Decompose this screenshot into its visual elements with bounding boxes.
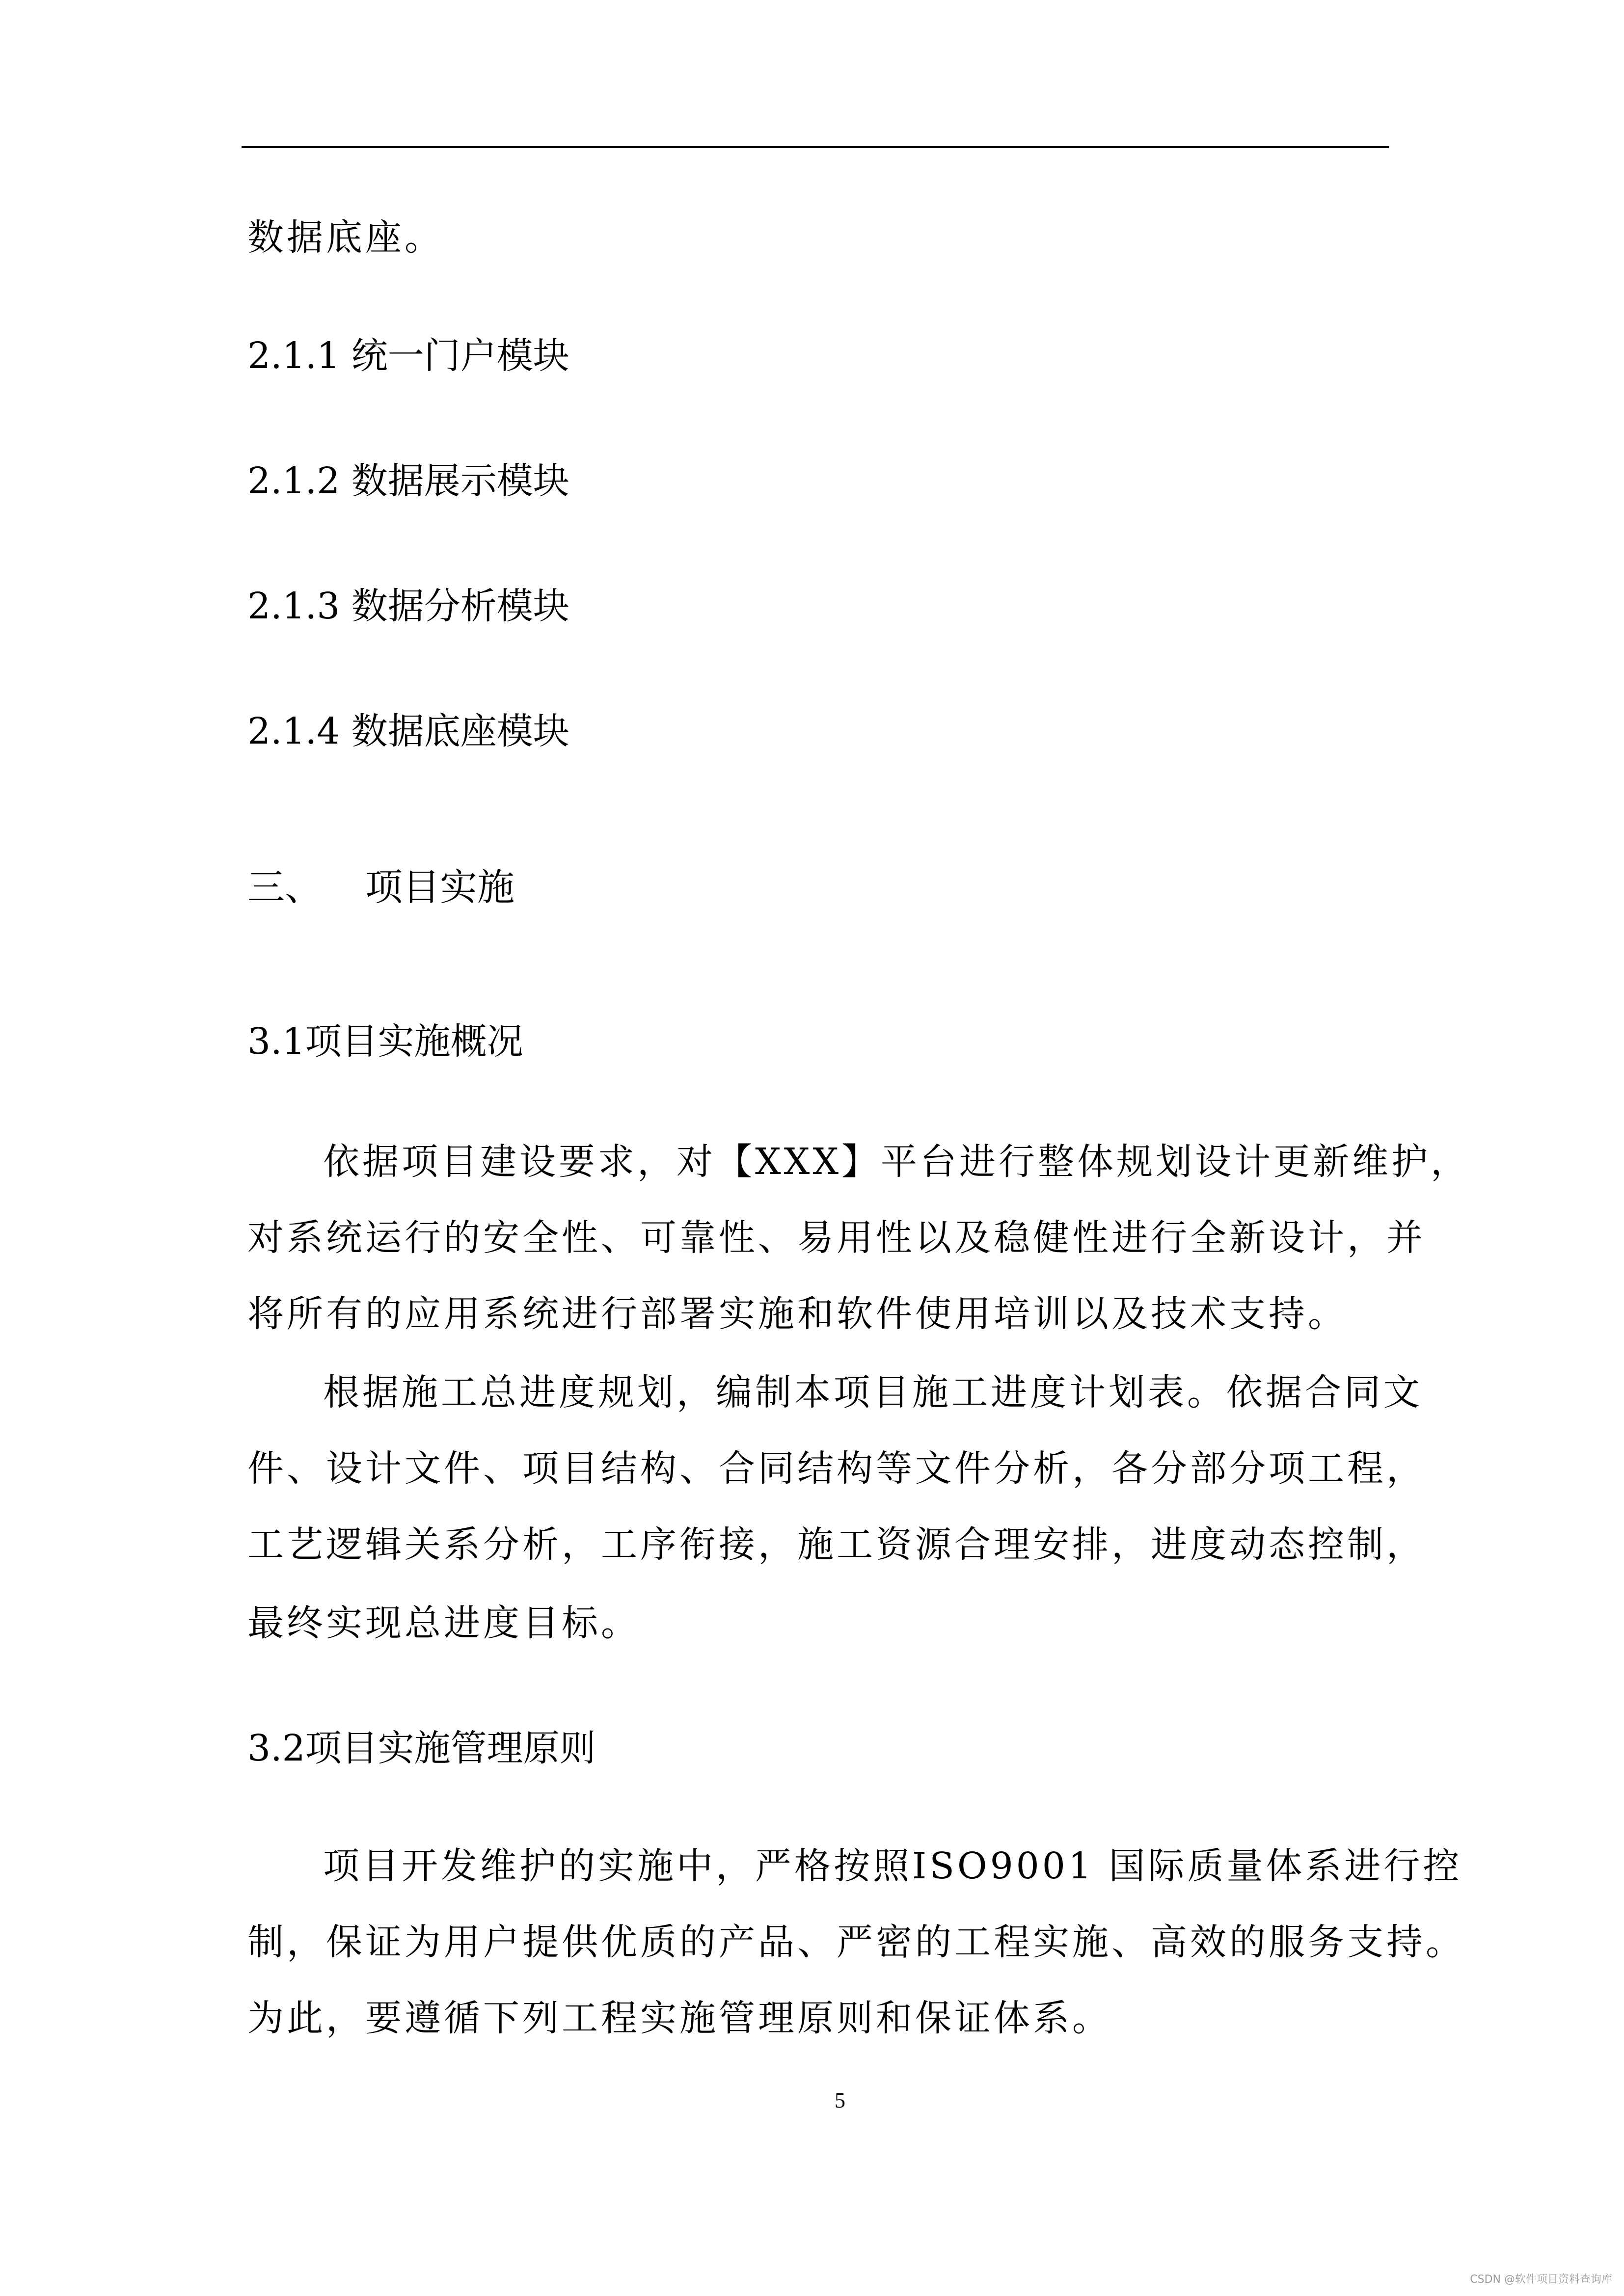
chapter-number: 三、	[247, 865, 322, 909]
paragraph-line: 对系统运行的安全性、可靠性、易用性以及稳健性进行全新设计，并	[247, 1217, 1426, 1259]
paragraph-line: 将所有的应用系统进行部署实施和软件使用培训以及技术支持。	[247, 1293, 1347, 1335]
heading-3-2: 3.2项目实施管理原则	[247, 1727, 596, 1769]
heading-3-1: 3.1项目实施概况	[247, 1020, 523, 1063]
paragraph-line: 工艺逻辑关系分析，工序衔接，施工资源合理安排，进度动态控制，	[247, 1523, 1426, 1566]
heading-2-1-3: 2.1.3 数据分析模块	[247, 585, 569, 627]
paragraph-line: 为此，要遵循下列工程实施管理原则和保证体系。	[247, 1997, 1111, 2039]
paragraph-line: 项目开发维护的实施中，严格按照ISO9001 国际质量体系进行控	[323, 1845, 1462, 1887]
continued-text: 数据底座。	[247, 216, 444, 259]
paragraph-line: 最终实现总进度目标。	[247, 1602, 640, 1644]
paragraph-line: 件、设计文件、项目结构、合同结构等文件分析，各分部分项工程，	[247, 1447, 1426, 1490]
watermark: CSDN @软件项目资料查询库	[1470, 2273, 1612, 2286]
header-rule	[242, 146, 1389, 148]
chapter-title: 项目实施	[365, 865, 514, 909]
paragraph-line: 依据项目建设要求，对【XXX】平台进行整体规划设计更新维护，	[323, 1141, 1470, 1183]
heading-2-1-1: 2.1.1 统一门户模块	[247, 335, 569, 377]
heading-2-1-4: 2.1.4 数据底座模块	[247, 710, 569, 752]
heading-2-1-2: 2.1.2 数据展示模块	[247, 460, 569, 502]
paragraph-line: 制，保证为用户提供优质的产品、严密的工程实施、高效的服务支持。	[247, 1921, 1465, 1963]
paragraph-line: 根据施工总进度规划，编制本项目施工进度计划表。依据合同文	[323, 1371, 1423, 1414]
chapter-heading	[247, 865, 514, 909]
page-number: 5	[835, 2088, 845, 2112]
